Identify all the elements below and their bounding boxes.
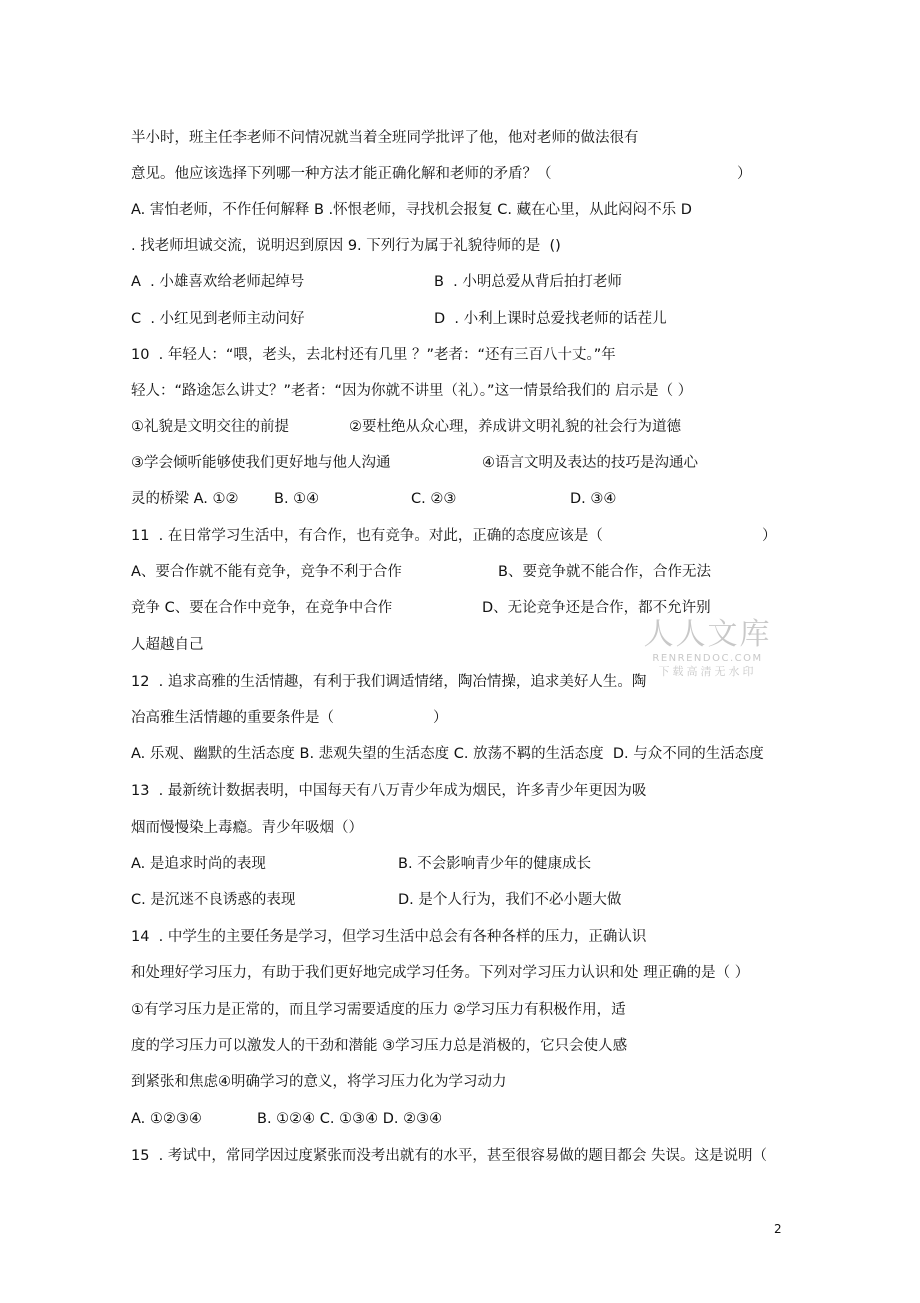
option-row: [131, 272, 781, 292]
option-row: [131, 309, 781, 329]
text-line: 意见。他应该选择下列哪一种方法才能正确化解和老师的矛盾？（: [131, 166, 552, 182]
option-d: D、无论竞争还是合作，都不允许别: [482, 600, 711, 616]
option-b: B、要竞争就不能合作，合作无法: [498, 564, 711, 580]
option-a: A . 小雄喜欢给老师起绰号: [131, 274, 305, 290]
option-row: [131, 489, 781, 509]
text-line: 轻人：“路途怎么讲丈？”老者：“因为你就不讲里（礼）。”这一情景给我们的 启示是（ ）: [131, 383, 693, 399]
page-number: 2: [774, 1222, 782, 1236]
text-line: A. 害怕老师，不作任何解释 B .怀恨老师，寻找机会报复 C. 藏在心里，从此闷闷不乐 D: [131, 202, 692, 218]
text-line: 冶高雅生活情趣的重要条件是（: [131, 710, 334, 726]
answer-paren: ）: [433, 710, 448, 726]
option-c: C. ②③: [411, 491, 457, 507]
answer-paren: ）: [762, 528, 777, 544]
text-line: 15 . 考试中，常同学因过度紧张而没考出就有的水平，甚至很容易做的题目都会 失误。这是说明（: [131, 1148, 767, 1164]
option-a: 灵的桥梁 A. ①②: [131, 491, 239, 507]
text-line: A. 乐观、幽默的生活态度 B. 悲观失望的生活态度 C. 放荡不羁的生活态度 D. 与众不同的生活态度: [131, 746, 764, 762]
option-c: 竞争 C、要在合作中竞争，在竞争中合作: [131, 600, 393, 616]
option-row: [131, 890, 781, 910]
statement-3: ③学会倾听能够使我们更好地与他人沟通: [131, 455, 391, 471]
option-row: [131, 598, 781, 618]
watermark-subtitle: 下载高清无水印: [658, 665, 757, 678]
text-line: 14 . 中学生的主要任务是学习，但学习生活中总会有各种各样的压力，正确认识: [131, 929, 647, 945]
option-row: [131, 1109, 781, 1129]
text-line: 度的学习压力可以激发人的干劲和潜能 ③学习压力总是消极的，它只会使人感: [131, 1038, 628, 1054]
text-line: 13 . 最新统计数据表明，中国每天有八万青少年成为烟民，许多青少年更因为吸: [131, 783, 647, 799]
option-b: B. 不会影响青少年的健康成长: [398, 856, 592, 872]
option-row: [131, 562, 781, 582]
text-line: 烟而慢慢染上毒瘾。青少年吸烟（）: [131, 820, 363, 836]
text-line: 10 . 年轻人：“喂，老头，去北村还有几里 ？”老者：“还有三百八十丈。”年: [131, 347, 616, 363]
option-rest: B. ①②④ C. ①③④ D. ②③④: [257, 1111, 443, 1127]
option-row: [131, 854, 781, 874]
option-a: A. 是追求时尚的表现: [131, 856, 266, 872]
text-line: 12 . 追求高雅的生活情趣，有利于我们调适情绪，陶冶情操，追求美好人生。陶: [131, 674, 647, 690]
option-a: A. ①②③④: [131, 1111, 202, 1127]
text-line: 11 . 在日常学习生活中，有合作，也有竞争。对此，正确的态度应该是（: [131, 528, 603, 544]
watermark: [640, 618, 775, 679]
text-line: ①有学习压力是正常的，而且学习需要适度的压力 ②学习压力有积极作用，适: [131, 1002, 626, 1018]
option-c: C. 是沉迷不良诱惑的表现: [131, 892, 296, 908]
watermark-title: 人人文库: [643, 617, 772, 652]
option-d: D . 小利上课时总爱找老师的话茬儿: [434, 311, 667, 327]
option-b: B . 小明总爱从背后拍打老师: [434, 274, 622, 290]
text-line: 半小时，班主任李老师不问情况就当着全班同学批评了他，他对老师的做法很有: [131, 130, 639, 146]
option-c: C . 小红见到老师主动问好: [131, 311, 305, 327]
statement-2: ②要杜绝从众心理，养成讲文明礼貌的社会行为道德: [349, 419, 681, 435]
option-d: D. ③④: [570, 491, 617, 507]
option-d: D. 是个人行为，我们不必小题大做: [398, 892, 622, 908]
text-line: 人超越自己: [131, 637, 204, 653]
statement-row: [131, 417, 781, 437]
text-line: 到紧张和焦虑④明确学习的意义，将学习压力化为学习动力: [131, 1074, 507, 1090]
statement-4: ④语言文明及表达的技巧是沟通心: [482, 455, 698, 471]
text-line: 和处理好学习压力，有助于我们更好地完成学习任务。下列对学习压力认识和处 理正确的是（ ）: [131, 965, 750, 981]
statement-row: [131, 453, 781, 473]
answer-paren: ）: [737, 166, 752, 182]
option-b: B. ①④: [274, 491, 320, 507]
text-line: . 找老师坦诚交流，说明迟到原因 9. 下列行为属于礼貌待师的是 (): [131, 238, 561, 254]
option-a: A、要合作就不能有竞争，竞争不利于合作: [131, 564, 402, 580]
watermark-domain: RENRENDOC.COM: [652, 653, 763, 664]
statement-1: ①礼貌是文明交往的前提: [131, 419, 289, 435]
